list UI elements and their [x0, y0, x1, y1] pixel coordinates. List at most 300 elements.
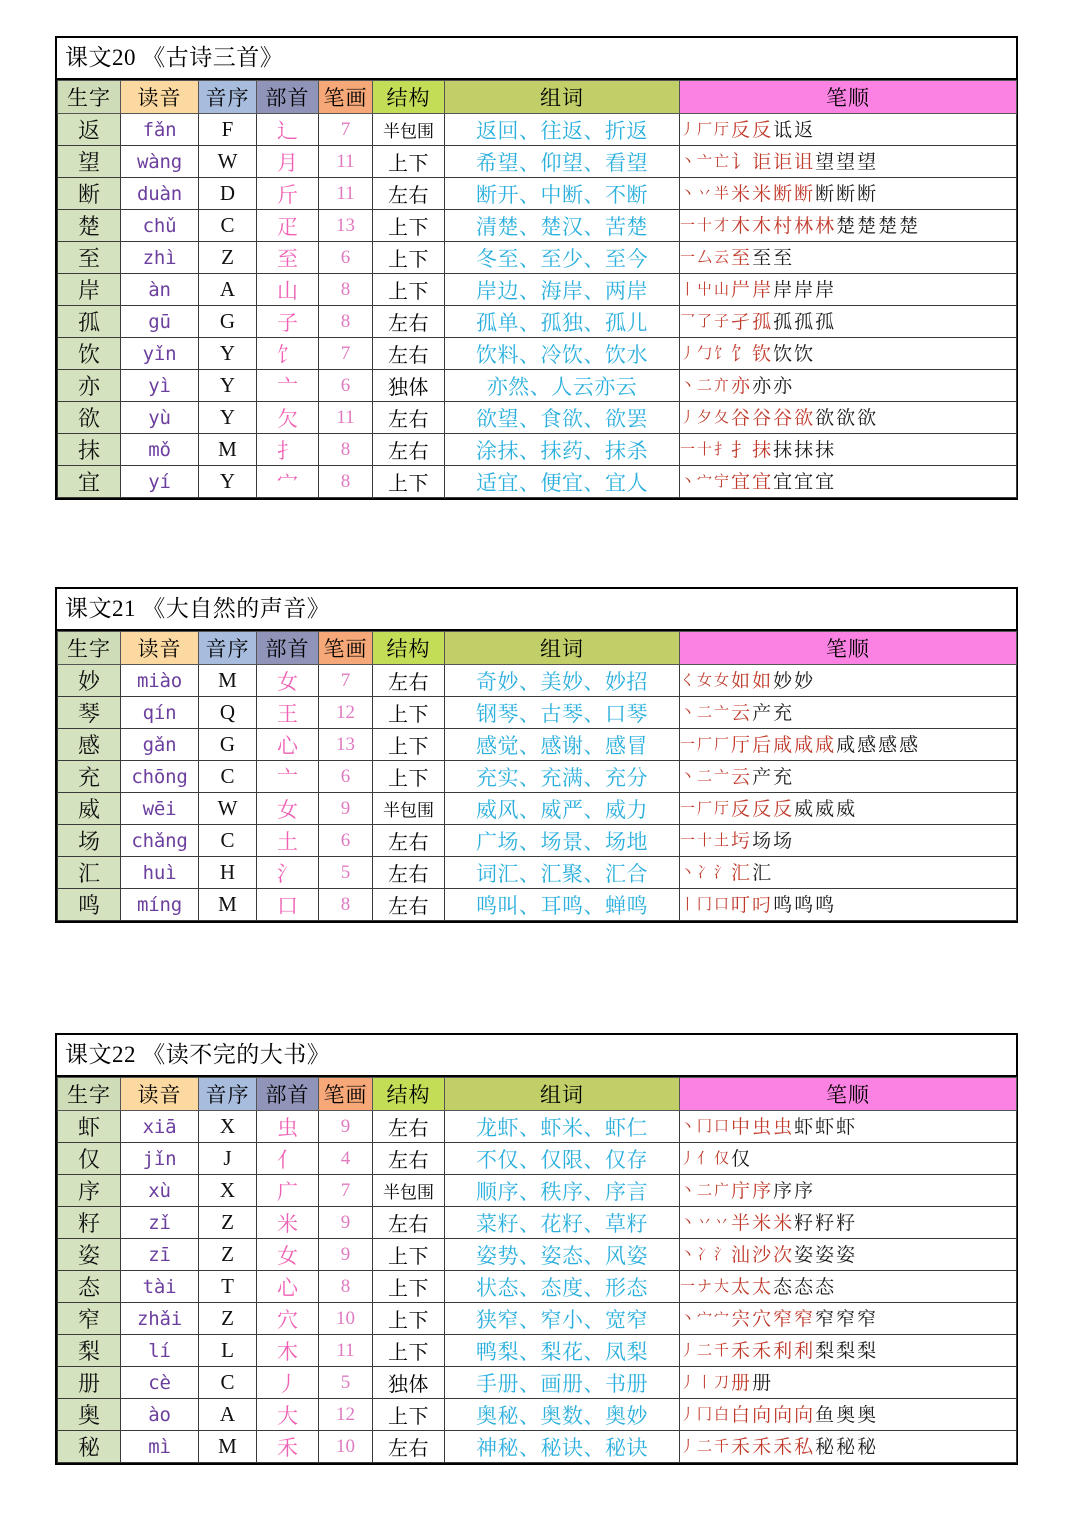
stroke-glyph: 反 [773, 799, 793, 820]
structure-cell: 上下 [373, 1303, 445, 1335]
words-cell: 威风、威严、威力 [445, 793, 680, 825]
stroke-order-cell [680, 1271, 1017, 1303]
stroke-glyph: 岸 [752, 280, 772, 301]
stroke-glyph: 米 [731, 184, 751, 205]
stroke-order-cell [680, 402, 1017, 434]
stroke-glyph: 仅 [714, 1151, 730, 1167]
pinyin-initial-cell: M [199, 889, 257, 921]
table-header-row [58, 1078, 1017, 1111]
character-cell: 饮 [58, 338, 121, 370]
words-cell: 手册、画册、书册 [445, 1367, 680, 1399]
table-row [58, 729, 1017, 761]
words-cell: 奥秘、奥数、奥妙 [445, 1399, 680, 1431]
character-cell: 楚 [58, 210, 121, 242]
stroke-glyph: 感 [857, 735, 877, 756]
table-row [58, 402, 1017, 434]
stroke-count-cell: 12 [319, 1399, 373, 1431]
stroke-glyph: 丶 [680, 705, 696, 721]
stroke-glyph: 厂 [697, 801, 713, 817]
stroke-glyph: 丷 [697, 186, 713, 202]
structure-cell: 上下 [373, 697, 445, 729]
stroke-glyph: 姿 [836, 1245, 856, 1266]
stroke-count-cell: 9 [319, 1111, 373, 1143]
pinyin-cell: gū [121, 306, 199, 338]
stroke-glyph: 梨 [836, 1341, 856, 1362]
character-cell: 汇 [58, 857, 121, 889]
stroke-glyph: 二 [697, 1439, 713, 1455]
stroke-glyph: 谷 [773, 408, 793, 429]
stroke-glyph: 册 [752, 1373, 772, 1394]
stroke-glyph: 亦 [752, 376, 772, 397]
stroke-glyph: 断 [773, 184, 793, 205]
words-cell: 充实、充满、充分 [445, 761, 680, 793]
stroke-glyph: 丶 [680, 769, 696, 785]
stroke-glyph: 饮 [773, 344, 793, 365]
pinyin-cell: míng [121, 889, 199, 921]
stroke-order-cell [680, 1175, 1017, 1207]
stroke-glyph: 充 [773, 767, 793, 788]
structure-cell: 半包围 [373, 1175, 445, 1207]
stroke-glyph: 反 [731, 120, 751, 141]
table-row [58, 1303, 1017, 1335]
stroke-order-cell [680, 1239, 1017, 1271]
lesson-title: 课文21 《大自然的声音》 [57, 589, 1016, 631]
pinyin-cell: gǎn [121, 729, 199, 761]
lesson-blocks-container [55, 36, 1025, 1465]
stroke-glyph: 宜 [773, 472, 793, 493]
structure-cell: 上下 [373, 1239, 445, 1271]
stroke-glyph: 孑 [731, 312, 751, 333]
radical-cell: 月 [257, 146, 319, 178]
stroke-glyph: 氵 [714, 1247, 730, 1263]
stroke-glyph: 场 [752, 831, 772, 852]
stroke-glyph: 禾 [773, 1437, 793, 1458]
pinyin-initial-cell: W [199, 146, 257, 178]
stroke-glyph: 丿 [680, 122, 696, 138]
column-header-0: 生字 [58, 1078, 121, 1111]
pinyin-initial-cell: M [199, 665, 257, 697]
stroke-glyph: 亠 [714, 769, 730, 785]
stroke-glyph: 千 [714, 1343, 730, 1359]
radical-cell: 心 [257, 1271, 319, 1303]
table-row [58, 825, 1017, 857]
column-header-3: 部首 [257, 632, 319, 665]
stroke-glyph: 序 [773, 1181, 793, 1202]
stroke-glyph: 欲 [857, 408, 877, 429]
stroke-glyph: 夕 [697, 410, 713, 426]
radical-cell: 至 [257, 242, 319, 274]
stroke-glyph: 口 [714, 897, 730, 913]
pinyin-initial-cell: G [199, 306, 257, 338]
pinyin-cell: zhì [121, 242, 199, 274]
stroke-count-cell: 6 [319, 242, 373, 274]
table-row [58, 1207, 1017, 1239]
stroke-glyph: 丶 [680, 1119, 696, 1135]
column-header-5: 结构 [373, 1078, 445, 1111]
character-table [57, 1077, 1017, 1463]
column-header-0: 生字 [58, 632, 121, 665]
structure-cell: 上下 [373, 146, 445, 178]
pinyin-initial-cell: J [199, 1143, 257, 1175]
stroke-glyph: 至 [752, 248, 772, 269]
stroke-glyph: 妙 [773, 671, 793, 692]
stroke-glyph: 窄 [773, 1309, 793, 1330]
stroke-glyph: 谷 [731, 408, 751, 429]
stroke-glyph: 亦 [773, 376, 793, 397]
pinyin-initial-cell: D [199, 178, 257, 210]
pinyin-initial-cell: Z [199, 1207, 257, 1239]
pinyin-cell: chǎng [121, 825, 199, 857]
stroke-count-cell: 13 [319, 729, 373, 761]
character-cell: 仅 [58, 1143, 121, 1175]
pinyin-initial-cell: C [199, 1367, 257, 1399]
character-cell: 抹 [58, 434, 121, 466]
stroke-glyph: 丶 [680, 186, 696, 202]
stroke-glyph: 冂 [697, 1407, 713, 1423]
stroke-glyph: 籽 [815, 1213, 835, 1234]
radical-cell: 欠 [257, 402, 319, 434]
stroke-glyph: 丶 [680, 474, 696, 490]
stroke-glyph: 扌 [714, 442, 730, 458]
pinyin-cell: wàng [121, 146, 199, 178]
stroke-order-cell [680, 178, 1017, 210]
radical-cell: 女 [257, 793, 319, 825]
radical-cell: 饣 [257, 338, 319, 370]
stroke-glyph: 汇 [731, 863, 751, 884]
radical-cell: 虫 [257, 1111, 319, 1143]
radical-cell: 亻 [257, 1143, 319, 1175]
stroke-count-cell: 8 [319, 434, 373, 466]
stroke-glyph: 村 [773, 216, 793, 237]
stroke-glyph: 产 [752, 703, 772, 724]
column-header-6: 组词 [445, 632, 680, 665]
stroke-glyph: 望 [857, 152, 877, 173]
stroke-glyph: 妙 [794, 671, 814, 692]
pinyin-cell: xiā [121, 1111, 199, 1143]
stroke-glyph: 抹 [773, 440, 793, 461]
stroke-glyph: 二 [697, 769, 713, 785]
pinyin-cell: jǐn [121, 1143, 199, 1175]
stroke-glyph: 屵 [731, 280, 751, 301]
pinyin-initial-cell: Z [199, 1303, 257, 1335]
lesson-block [55, 1033, 1018, 1465]
stroke-glyph: 圬 [731, 831, 751, 852]
character-cell: 孤 [58, 306, 121, 338]
stroke-count-cell: 7 [319, 1175, 373, 1207]
character-cell: 琴 [58, 697, 121, 729]
stroke-glyph: 钦 [752, 344, 772, 365]
stroke-count-cell: 7 [319, 665, 373, 697]
character-cell: 充 [58, 761, 121, 793]
table-row [58, 146, 1017, 178]
character-cell: 亦 [58, 370, 121, 402]
words-cell: 菜籽、花籽、草籽 [445, 1207, 680, 1239]
stroke-count-cell: 11 [319, 178, 373, 210]
stroke-glyph: 叮 [731, 895, 751, 916]
stroke-count-cell: 9 [319, 793, 373, 825]
stroke-glyph: 讠 [731, 152, 751, 173]
table-row [58, 178, 1017, 210]
stroke-glyph: 丨 [680, 282, 696, 298]
pinyin-cell: lí [121, 1335, 199, 1367]
stroke-glyph: 窄 [857, 1309, 877, 1330]
pinyin-initial-cell: M [199, 434, 257, 466]
structure-cell: 半包围 [373, 114, 445, 146]
radical-cell: 女 [257, 1239, 319, 1271]
pinyin-cell: yì [121, 370, 199, 402]
radical-cell: 疋 [257, 210, 319, 242]
table-header-row [58, 81, 1017, 114]
stroke-glyph: 岸 [815, 280, 835, 301]
lesson-title: 课文22 《读不完的大书》 [57, 1035, 1016, 1077]
stroke-glyph: 禾 [752, 1437, 772, 1458]
pinyin-cell: àn [121, 274, 199, 306]
stroke-glyph: 才 [714, 218, 730, 234]
stroke-glyph: 楚 [878, 216, 898, 237]
pinyin-initial-cell: W [199, 793, 257, 825]
stroke-glyph: 一 [680, 801, 696, 817]
stroke-order-cell [680, 729, 1017, 761]
words-cell: 广场、场景、场地 [445, 825, 680, 857]
stroke-glyph: 利 [773, 1341, 793, 1362]
table-row [58, 1431, 1017, 1463]
stroke-glyph: 向 [773, 1405, 793, 1426]
radical-cell: 口 [257, 889, 319, 921]
stroke-count-cell: 4 [319, 1143, 373, 1175]
stroke-order-cell [680, 466, 1017, 498]
stroke-glyph: 利 [794, 1341, 814, 1362]
structure-cell: 左右 [373, 1111, 445, 1143]
pinyin-cell: zhǎi [121, 1303, 199, 1335]
stroke-glyph: 梨 [857, 1341, 877, 1362]
stroke-glyph: 鸣 [794, 895, 814, 916]
stroke-glyph: 叼 [752, 895, 772, 916]
stroke-glyph: 女 [714, 673, 730, 689]
stroke-glyph: 白 [714, 1407, 730, 1423]
pinyin-cell: mǒ [121, 434, 199, 466]
column-header-2: 音序 [199, 81, 257, 114]
stroke-glyph: 鸣 [773, 895, 793, 916]
stroke-glyph: 宍 [731, 1309, 751, 1330]
stroke-count-cell: 11 [319, 402, 373, 434]
character-cell: 场 [58, 825, 121, 857]
stroke-glyph: 云 [731, 767, 751, 788]
column-header-7: 笔顺 [680, 81, 1017, 114]
stroke-order-cell [680, 1335, 1017, 1367]
stroke-glyph: 中 [731, 1117, 751, 1138]
stroke-order-cell [680, 434, 1017, 466]
stroke-glyph: 咸 [773, 735, 793, 756]
character-table [57, 631, 1017, 921]
table-row [58, 1367, 1017, 1399]
pinyin-cell: yù [121, 402, 199, 434]
stroke-glyph: 次 [773, 1245, 793, 1266]
character-cell: 秘 [58, 1431, 121, 1463]
radical-cell: 丿 [257, 1367, 319, 1399]
stroke-glyph: 亡 [714, 154, 730, 170]
structure-cell: 左右 [373, 665, 445, 697]
stroke-order-cell [680, 338, 1017, 370]
stroke-glyph: 丿 [680, 1343, 696, 1359]
stroke-glyph: 秘 [836, 1437, 856, 1458]
table-row [58, 1111, 1017, 1143]
stroke-glyph: 宁 [714, 474, 730, 490]
table-row [58, 274, 1017, 306]
stroke-glyph: 诅 [794, 152, 814, 173]
stroke-glyph: 山 [714, 282, 730, 298]
radical-cell: 辶 [257, 114, 319, 146]
stroke-count-cell: 6 [319, 370, 373, 402]
stroke-glyph: 女 [697, 673, 713, 689]
stroke-glyph: 丿 [680, 1407, 696, 1423]
stroke-glyph: 刀 [714, 1375, 730, 1391]
column-header-3: 部首 [257, 81, 319, 114]
structure-cell: 上下 [373, 1335, 445, 1367]
stroke-glyph: 丷 [714, 1215, 730, 1231]
stroke-glyph: 感 [899, 735, 919, 756]
stroke-glyph: 广 [714, 1183, 730, 1199]
structure-cell: 左右 [373, 889, 445, 921]
stroke-glyph: 口 [714, 1119, 730, 1135]
table-row [58, 338, 1017, 370]
radical-cell: 大 [257, 1399, 319, 1431]
stroke-count-cell: 10 [319, 1303, 373, 1335]
stroke-order-cell [680, 665, 1017, 697]
stroke-glyph: 序 [752, 1181, 772, 1202]
stroke-count-cell: 11 [319, 1335, 373, 1367]
stroke-glyph: 宜 [794, 472, 814, 493]
stroke-glyph: 一 [680, 218, 696, 234]
lesson-block [55, 587, 1018, 923]
stroke-glyph: 二 [697, 1183, 713, 1199]
stroke-glyph: 楚 [836, 216, 856, 237]
stroke-glyph: 至 [773, 248, 793, 269]
stroke-glyph: 太 [731, 1277, 751, 1298]
stroke-glyph: 威 [836, 799, 856, 820]
column-header-5: 结构 [373, 81, 445, 114]
words-cell: 鸣叫、耳鸣、蝉鸣 [445, 889, 680, 921]
pinyin-cell: xù [121, 1175, 199, 1207]
column-header-5: 结构 [373, 632, 445, 665]
stroke-glyph: 丶 [680, 1183, 696, 1199]
pinyin-initial-cell: A [199, 1399, 257, 1431]
stroke-glyph: 厶 [697, 250, 713, 266]
words-cell: 返回、往返、折返 [445, 114, 680, 146]
table-row [58, 1175, 1017, 1207]
stroke-glyph: 丶 [680, 1215, 696, 1231]
pinyin-cell: huì [121, 857, 199, 889]
stroke-glyph: 夂 [714, 410, 730, 426]
stroke-glyph: 反 [752, 799, 772, 820]
stroke-glyph: 虾 [836, 1117, 856, 1138]
stroke-order-cell [680, 825, 1017, 857]
stroke-glyph: 返 [794, 120, 814, 141]
radical-cell: 王 [257, 697, 319, 729]
stroke-order-cell [680, 889, 1017, 921]
stroke-glyph: 鱼 [815, 1405, 835, 1426]
stroke-glyph: 感 [878, 735, 898, 756]
stroke-glyph: 冂 [697, 897, 713, 913]
radical-cell: 亠 [257, 370, 319, 402]
stroke-count-cell: 8 [319, 274, 373, 306]
stroke-glyph: 向 [794, 1405, 814, 1426]
column-header-2: 音序 [199, 1078, 257, 1111]
stroke-glyph: 岸 [794, 280, 814, 301]
lesson-title: 课文20 《古诗三首》 [57, 38, 1016, 80]
stroke-glyph: 庁 [731, 1181, 751, 1202]
stroke-glyph: 丶 [680, 1311, 696, 1327]
stroke-glyph: 土 [714, 833, 730, 849]
table-row [58, 1335, 1017, 1367]
character-cell: 册 [58, 1367, 121, 1399]
words-cell: 适宜、便宜、宜人 [445, 466, 680, 498]
radical-cell: 女 [257, 665, 319, 697]
stroke-glyph: 亠 [714, 705, 730, 721]
structure-cell: 上下 [373, 729, 445, 761]
structure-cell: 左右 [373, 1207, 445, 1239]
pinyin-initial-cell: C [199, 761, 257, 793]
character-cell: 岸 [58, 274, 121, 306]
words-cell: 清楚、楚汉、苦楚 [445, 210, 680, 242]
column-header-1: 读音 [121, 1078, 199, 1111]
stroke-glyph: 丿 [680, 410, 696, 426]
stroke-glyph: く [680, 673, 696, 689]
words-cell: 神秘、秘诀、秘诀 [445, 1431, 680, 1463]
pinyin-initial-cell: C [199, 210, 257, 242]
radical-cell: 米 [257, 1207, 319, 1239]
stroke-glyph: 亦 [731, 376, 751, 397]
stroke-glyph: 勹 [697, 346, 713, 362]
pinyin-initial-cell: C [199, 825, 257, 857]
stroke-count-cell: 10 [319, 1431, 373, 1463]
stroke-glyph: 厅 [731, 735, 751, 756]
stroke-glyph: 籽 [794, 1213, 814, 1234]
column-header-1: 读音 [121, 632, 199, 665]
stroke-glyph: 断 [794, 184, 814, 205]
table-row [58, 210, 1017, 242]
column-header-4: 笔画 [319, 81, 373, 114]
stroke-order-cell [680, 857, 1017, 889]
stroke-glyph: 二 [697, 1343, 713, 1359]
stroke-glyph: 姿 [794, 1245, 814, 1266]
structure-cell: 左右 [373, 825, 445, 857]
stroke-order-cell [680, 1143, 1017, 1175]
stroke-glyph: 充 [773, 703, 793, 724]
stroke-glyph: 窄 [794, 1309, 814, 1330]
table-row [58, 1271, 1017, 1303]
radical-cell: 穴 [257, 1303, 319, 1335]
stroke-glyph: 林 [815, 216, 835, 237]
stroke-glyph: 欲 [794, 408, 814, 429]
stroke-glyph: 扌 [731, 440, 751, 461]
radical-cell: 土 [257, 825, 319, 857]
words-cell: 龙虾、虾米、虾仁 [445, 1111, 680, 1143]
stroke-glyph: 厅 [714, 801, 730, 817]
stroke-glyph: 米 [752, 184, 772, 205]
stroke-glyph: 秘 [815, 1437, 835, 1458]
stroke-glyph: 米 [773, 1213, 793, 1234]
character-cell: 鸣 [58, 889, 121, 921]
stroke-glyph: 宀 [697, 1311, 713, 1327]
pinyin-initial-cell: X [199, 1175, 257, 1207]
stroke-glyph: 梨 [815, 1341, 835, 1362]
words-cell: 欲望、食欲、欲罢 [445, 402, 680, 434]
character-cell: 感 [58, 729, 121, 761]
stroke-glyph: 虫 [752, 1117, 772, 1138]
pinyin-cell: mì [121, 1431, 199, 1463]
column-header-7: 笔顺 [680, 1078, 1017, 1111]
structure-cell: 上下 [373, 210, 445, 242]
